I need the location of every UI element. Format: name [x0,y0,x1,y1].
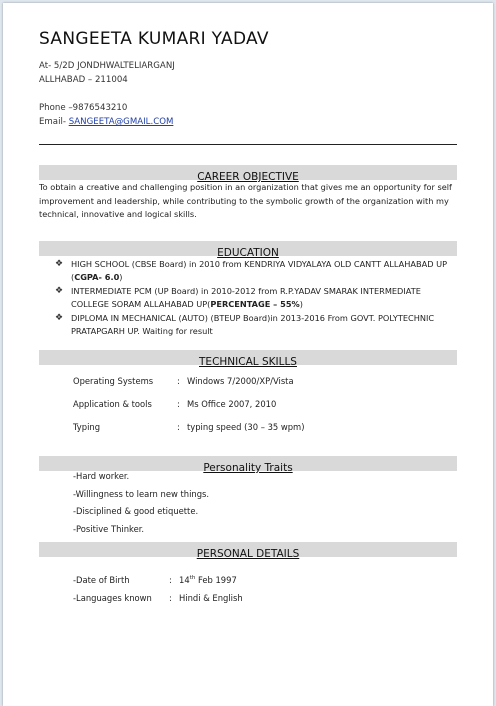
dob-row [73,575,237,585]
education-item-score: CGPA- 6.0 [74,272,120,282]
skill-key: Typing [73,422,101,432]
email-line [39,115,173,129]
dob-suffix: th [189,575,196,582]
diamond-bullet-icon: ❖ [55,313,64,323]
education-item [55,258,455,284]
email-link[interactable]: SANGEETA@GMAIL.COM [68,117,174,127]
education-item [55,312,455,338]
address-line-1: At- 5/2D JONDHWALTELIARGANJ [39,61,175,71]
skill-row [73,422,304,432]
trait-item: -Positive Thinker. [73,524,145,534]
personality-traits-title: Personality Traits [203,462,293,474]
education-item-text: HIGH SCHOOL (CBSE Board) in 2010 from KENDRIYA VIDYALAYA OLD CANTT ALLAHABAD UP ( [71,259,448,282]
technical-skills-title: TECHNICAL SKILLS [199,356,297,368]
address-block [39,59,175,87]
languages-key: -Languages known [73,593,152,603]
education-item-text: DIPLOMA IN MECHANICAL (AUTO) (BTEUP Board)in 2013-2016 From GOVT. POLYTECHNIC PRATAPGARH UP. Waiting for result [71,313,435,336]
trait-item: -Willingness to learn new things. [73,489,210,499]
skill-key: Operating Systems [73,376,154,386]
contact-block [39,101,173,129]
trait-item: -Disciplined & good etiquette. [73,506,199,516]
languages-sep: : [169,593,172,603]
phone-line: Phone –9876543210 [39,103,128,113]
header-divider [39,144,457,145]
skill-row [73,376,294,386]
skill-sep: : [177,376,180,386]
dob-rest: Feb 1997 [195,575,237,585]
skill-sep: : [177,422,180,432]
education-list [55,258,455,339]
personality-traits-heading [39,456,457,474]
skill-value: Windows 7/2000/XP/Vista [187,376,294,386]
trait-item: -Hard worker. [73,471,130,481]
skill-key: Application & tools [73,399,152,409]
candidate-name: SANGEETA KUMARI YADAV [39,29,269,49]
dob-sep: : [169,575,172,585]
skill-sep: : [177,399,180,409]
languages-value: Hindi & English [179,593,243,603]
career-objective-title: CAREER OBJECTIVE [197,171,299,183]
education-item-score: PERCENTAGE – 55% [210,299,300,309]
education-item-text: INTERMEDIATE PCM (UP Board) in 2010-2012 from R.P.YADAV SMARAK INTERMEDIATE COLLEGE SORAM ALLAHABAD UP( [71,286,421,309]
education-title: EDUCATION [217,247,279,259]
career-objective-heading [39,165,457,183]
career-objective-text: To obtain a creative and challenging position in an organization that gives me an opportunity for self improvement and leadership, while contributing to the symbolic growth of the organization with my technical, innovative and logical skills. [39,182,452,219]
dob-day: 14 [179,575,190,585]
skill-value: Ms Office 2007, 2010 [187,399,277,409]
address-line-2: ALLHABAD – 211004 [39,75,128,85]
education-heading [39,241,457,259]
personal-details-heading [39,542,457,560]
resume-page [3,3,493,706]
education-item-close: ) [299,299,303,309]
dob-key: -Date of Birth [73,575,130,585]
education-item-close: ) [119,272,123,282]
technical-skills-heading [39,350,457,368]
skill-value: typing speed (30 – 35 wpm) [187,422,305,432]
diamond-bullet-icon: ❖ [55,259,64,269]
diamond-bullet-icon: ❖ [55,286,64,296]
email-label: Email- [39,117,69,127]
languages-row [73,593,243,603]
education-item [55,285,455,311]
personal-details-title: PERSONAL DETAILS [196,548,300,560]
skill-row [73,399,276,409]
